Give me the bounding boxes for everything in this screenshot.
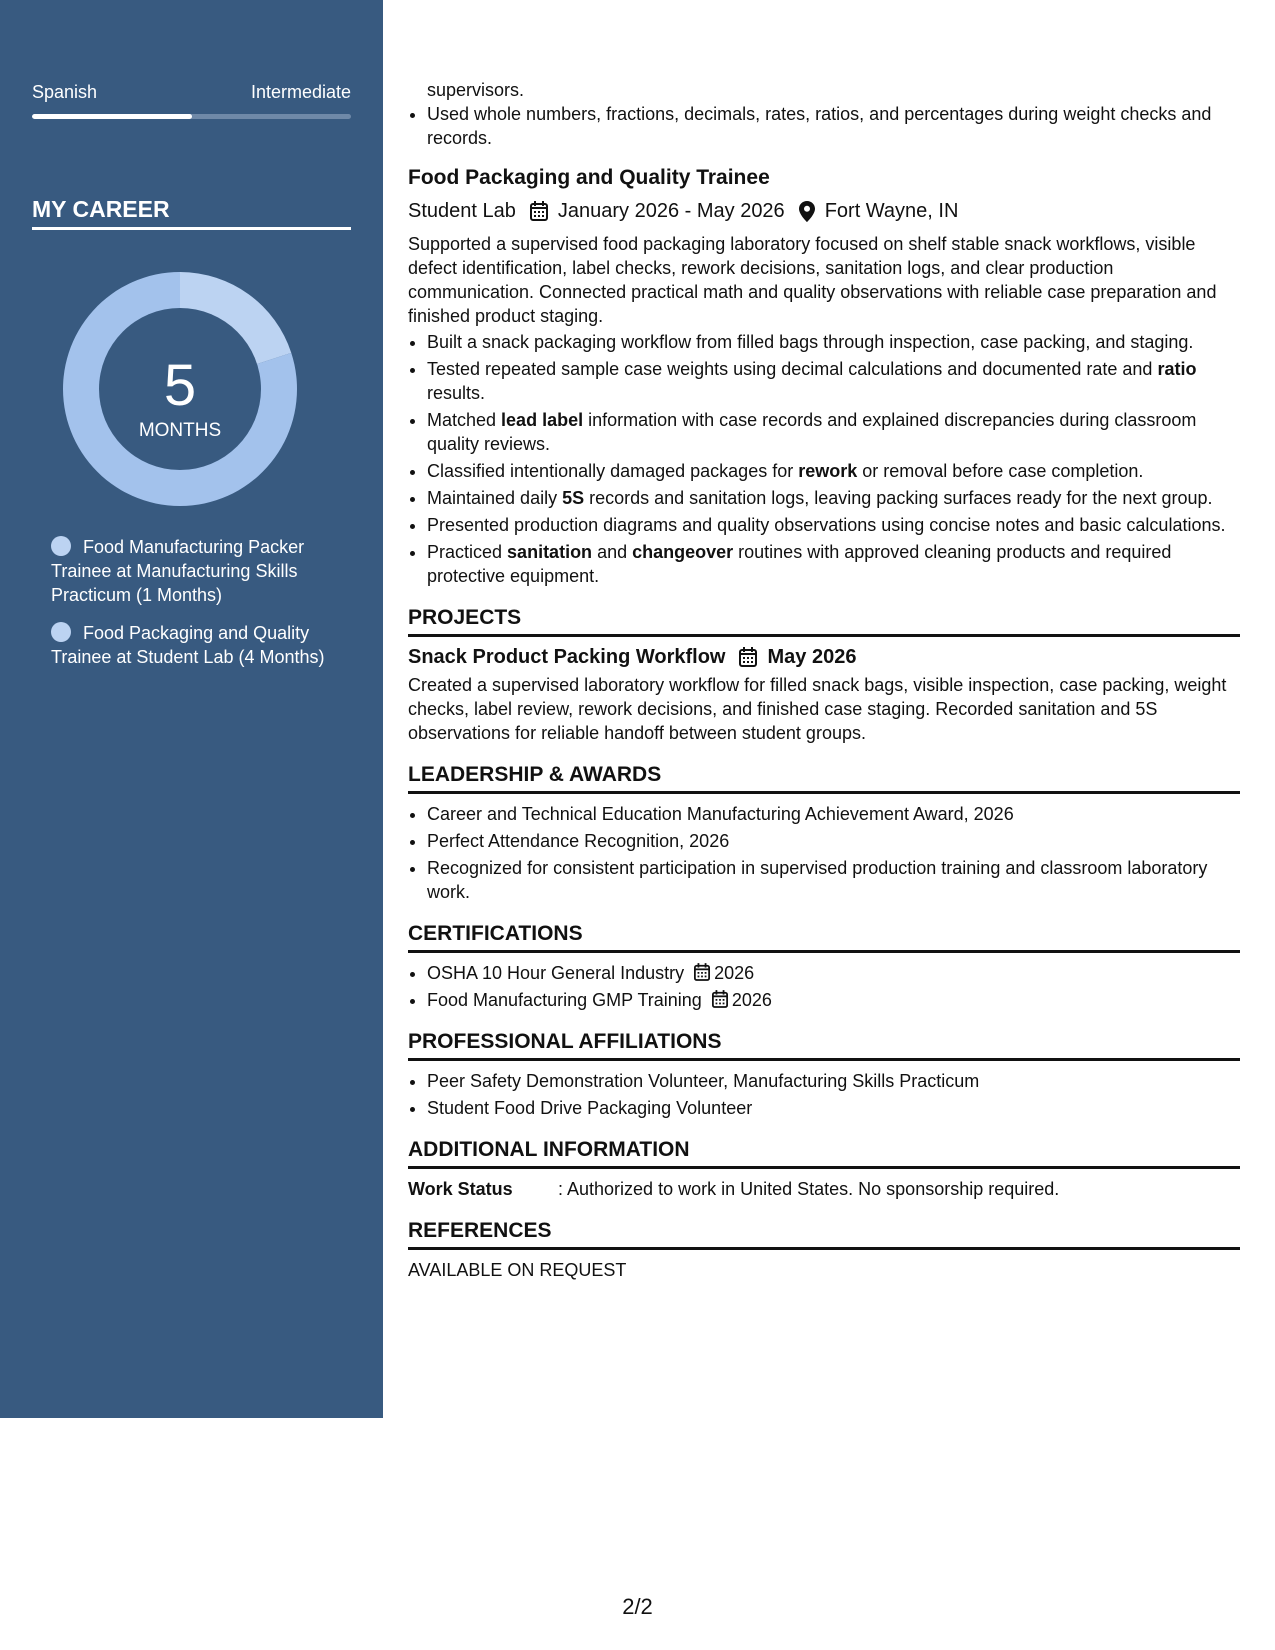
career-list bbox=[51, 535, 341, 683]
previous-job-tail: supervisors. bbox=[427, 80, 525, 100]
calendar-icon bbox=[739, 647, 757, 667]
career-total-value: 5 bbox=[163, 353, 197, 418]
list-item bbox=[427, 988, 1240, 1012]
language-proficiency-bar bbox=[32, 114, 351, 119]
job-dates: January 2026 - May 2026 bbox=[557, 200, 785, 222]
project-date: May 2026 bbox=[767, 646, 857, 668]
sidebar bbox=[0, 0, 383, 1418]
cert-date: 2026 bbox=[714, 963, 755, 983]
project-title: Snack Product Packing Workflow bbox=[408, 646, 726, 668]
career-heading: MY CAREER bbox=[32, 196, 170, 222]
section-heading-leadership: LEADERSHIP & AWARDS bbox=[408, 763, 1240, 794]
list-item: • Presented production diagrams and quality observations using concise notes and basic calculations. bbox=[427, 513, 1240, 537]
work-status-row bbox=[408, 1177, 1240, 1201]
job-summary: Supported a supervised food packaging laboratory focused on shelf stable snack workflows, visible defect identification, label checks, rework decisions, sanitation logs, and clear production communication. Connected practical math and quality observations with reliable case preparation and finished product staging. bbox=[408, 234, 1217, 326]
job-bullets bbox=[408, 330, 1240, 588]
list-item: • Built a snack packaging workflow from filled bags through inspection, case packing, and staging. bbox=[427, 330, 1240, 354]
project-description: Created a supervised laboratory workflow for filled snack bags, visible inspection, case packing, weight checks, label review, rework decisions, and finished case staging. Recorded sanitation and 5S observations for reliable handoff between student groups. bbox=[408, 675, 1227, 743]
language-name: Spanish bbox=[32, 82, 98, 102]
list-item bbox=[427, 961, 1240, 985]
section-heading-projects: PROJECTS bbox=[408, 606, 1240, 637]
list-item: • Used whole numbers, fractions, decimals, rates, ratios, and percentages during weight checks and records. bbox=[427, 102, 1240, 150]
language-row bbox=[32, 82, 351, 103]
list-item: • Student Food Drive Packaging Volunteer bbox=[427, 1096, 1240, 1120]
section-heading-additional: ADDITIONAL INFORMATION bbox=[408, 1138, 1240, 1169]
list-item: • Practiced sanitation and changeover routines with approved cleaning products and required protective equipment. bbox=[427, 540, 1240, 588]
cert-name: Food Manufacturing GMP Training bbox=[427, 990, 702, 1010]
legend-dot-icon bbox=[51, 536, 71, 556]
work-status-value: : Authorized to work in United States. No sponsorship required. bbox=[558, 1179, 1060, 1199]
section-heading-references: REFERENCES bbox=[408, 1219, 1240, 1250]
page-number: 2/2 bbox=[622, 1594, 653, 1619]
career-divider bbox=[32, 227, 351, 230]
calendar-icon bbox=[694, 963, 710, 981]
leadership-list bbox=[408, 802, 1240, 904]
list-item: • Recognized for consistent participation in supervised production training and classroom laboratory work. bbox=[427, 856, 1240, 904]
career-donut-chart bbox=[63, 272, 297, 506]
section-heading-certifications: CERTIFICATIONS bbox=[408, 922, 1240, 953]
list-item: • Peer Safety Demonstration Volunteer, Manufacturing Skills Practicum bbox=[427, 1069, 1240, 1093]
career-item-text: Food Manufacturing Packer Trainee at Manufacturing Skills Practicum (1 Months) bbox=[51, 537, 305, 605]
job-company: Student Lab bbox=[408, 200, 516, 222]
previous-job-bullets bbox=[408, 102, 1240, 150]
career-total-unit: MONTHS bbox=[138, 420, 222, 441]
job-location: Fort Wayne, IN bbox=[824, 200, 959, 222]
career-item bbox=[51, 535, 341, 607]
work-status-label: Work Status bbox=[408, 1179, 513, 1199]
list-item: • Perfect Attendance Recognition, 2026 bbox=[427, 829, 1240, 853]
language-proficiency-fill bbox=[32, 114, 192, 119]
job-meta bbox=[408, 198, 1240, 224]
list-item: • Career and Technical Education Manufacturing Achievement Award, 2026 bbox=[427, 802, 1240, 826]
legend-dot-icon bbox=[51, 622, 71, 642]
location-pin-icon bbox=[799, 201, 815, 222]
project-title-row bbox=[408, 645, 1240, 669]
list-item: • Matched lead label information with case records and explained discrepancies during classroom quality reviews. bbox=[427, 408, 1240, 456]
list-item: • Tested repeated sample case weights using decimal calculations and documented rate and ratio results. bbox=[427, 357, 1240, 405]
references-text: AVAILABLE ON REQUEST bbox=[408, 1260, 627, 1280]
cert-date: 2026 bbox=[731, 990, 772, 1010]
language-level: Intermediate bbox=[250, 82, 351, 102]
list-item: • Maintained daily 5S records and sanitation logs, leaving packing surfaces ready for the next group. bbox=[427, 486, 1240, 510]
career-item-text: Food Packaging and Quality Trainee at Student Lab (4 Months) bbox=[51, 623, 325, 667]
job-title: Food Packaging and Quality Trainee bbox=[408, 166, 770, 189]
affiliations-list bbox=[408, 1069, 1240, 1120]
certifications-list bbox=[408, 961, 1240, 1012]
cert-name: OSHA 10 Hour General Industry bbox=[427, 963, 685, 983]
main-content bbox=[408, 78, 1240, 1282]
section-heading-affiliations: PROFESSIONAL AFFILIATIONS bbox=[408, 1030, 1240, 1061]
list-item: • Classified intentionally damaged packages for rework or removal before case completion. bbox=[427, 459, 1240, 483]
calendar-icon bbox=[712, 990, 728, 1008]
calendar-icon bbox=[530, 201, 548, 221]
career-item bbox=[51, 621, 341, 669]
